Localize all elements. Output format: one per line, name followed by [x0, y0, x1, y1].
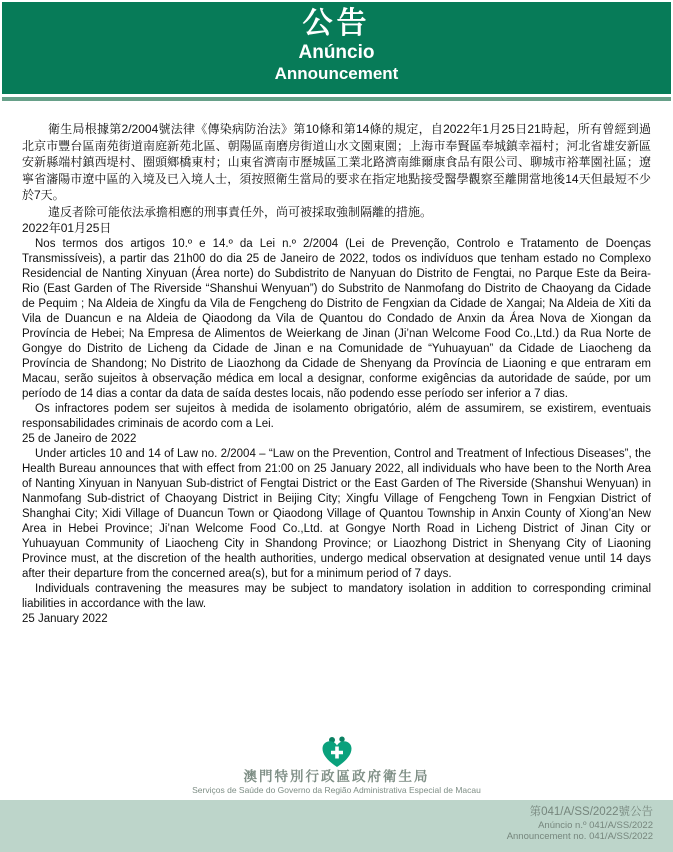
english-paragraph-1: Under articles 10 and 14 of Law no. 2/2004 – “Law on the Prevention, Control and Treatment of Infectious Diseases”, the Health Bureau announces that with effect from 21:00 on 25 January 2022, all individuals who have been to the North Area of Nanting Xinyuan in Nanyuan Sub-district of Fengtai District or the East Garden of The Riverside (Shanshui Wenyuan) in Nanmofang Sub-district of Chaoyang District in Beijing City; Xingfu Village of Fengcheng Town in Fengxian District of Shanghai City; Xidi Village of Duancun Town or Qiaodong Village of Quantou Township in Anxin County of Xiong’an New Area in Hebei Province; Ji’nan Welcome Food Co.,Ltd. at Gongye North Road in Licheng District of Jinan City or Yuhuayuan Community of Liaocheng City in Shandong Province; or Liaozhong District in Shenyang City of Liaoning Province must, at the discretion of the health authorities, undergo medical observation at designated venue until 14 days after their departure from the concerned area(s), but for a minimum period of 7 days.	[22, 447, 651, 580]
header-banner	[2, 2, 671, 94]
title-chinese: 公告	[302, 7, 371, 40]
chinese-paragraph-2: 違反者除可能依法承擔相應的刑事責任外，尚可被採取強制隔離的措施。	[48, 204, 433, 219]
chinese-paragraph-1: 衛生局根據第2/2004號法律《傳染病防治法》第10條和第14條的規定，自2022年1月25日21時起，所有曾經到過北京市豐台區南苑街道南庭新苑北區、朝陽區南磨房街道山水文園東園；上海市奉賢區奉城鎮幸福村；河北省雄安新區安新縣端村鎮西堤村、圈頭鄉橋東村；山東省濟南市歷城區工業北路濟南維爾康食品有限公司、聊城市裕華園社區；遼寧省瀋陽市遼中區的入境及已入境人士，須按照衛生當局的要求在指定地點接受醫學觀察至離開當地後14天但最短不少於7天。	[22, 122, 651, 202]
reference-number-chinese: 第041/A/SS/2022號公告	[529, 806, 653, 818]
reference-number-bar	[0, 800, 673, 852]
footer	[0, 736, 673, 852]
portuguese-paragraph-2: Os infractores podem ser sujeitos à medida de isolamento obrigatório, além de assumirem, se existirem, eventuais responsabilidades criminais de acordo com a Lei.	[22, 402, 651, 430]
org-name-chinese: 澳門特別行政區政府衛生局	[243, 769, 430, 784]
portuguese-date: 25 de Janeiro de 2022	[22, 432, 137, 445]
document-body	[0, 101, 673, 627]
title-english: Announcement	[274, 64, 399, 83]
chinese-date: 2022年01月25日	[22, 221, 112, 235]
reference-number-english: Announcement no. 041/A/SS/2022	[506, 831, 653, 842]
title-portuguese: Anúncio	[298, 42, 375, 63]
org-name-portuguese: Serviços de Saúde do Governo da Região Administrativa Especial de Macau	[192, 785, 481, 795]
reference-number-portuguese: Anúncio n.º 041/A/SS/2022	[538, 820, 653, 831]
portuguese-paragraph-1: Nos termos dos artigos 10.º e 14.º da Lei n.º 2/2004 (Lei de Prevenção, Controlo e Tratamento de Doenças Transmissíveis), a partir das 21h00 do dia 25 de Janeiro de 2022, todos os indivíduos que tenham estado no Complexo Residencial de Nanting Xinyuan (Área norte) do Subdistrito de Nanyuan do Distrito de Fengtai, no Parque Este da Beira-Rio (East Garden of The Riverside “Shanshui Wenyuan”) do Substrito de Nanmofang do Distrito de Chaoyang da Cidade de Pequim ; Na Aldeia de Xingfu da Vila de Fengcheng do Distrito de Fengxian da Cidade de Xangai; Na Aldeia de Xiti da Vila de Duancun e na Aldeia de Qiaodong da Vila de Quantou do Condado de Anxin da Área Nova de Xiongan da Província de Hebei; Na Empresa de Alimentos de Weierkang de Jinan (Ji’nan Welcome Food Co.,Ltd.) da Rua Norte de Gongye do Distrito de Licheng da Cidade de Jinan e na Comunidade de “Yuhuayuan” da Cidade de Liaocheng da Província de Shandong; No Distrito de Liaozhong da Cidade de Shenyang da Província de Liaoning e que entraram em Macau, serão sujeitos à observação médica em local a designar, conforme exigências da autoridade de saúde, por um período de 14 dias a contar da data de saída destes locais, não podendo esse período ser inferior a 7 dias.	[22, 237, 651, 400]
english-date: 25 January 2022	[22, 612, 108, 625]
health-bureau-logo-block	[0, 736, 673, 800]
health-bureau-heart-cross-logo-icon	[320, 736, 354, 768]
english-paragraph-2: Individuals contravening the measures may be subject to mandatory isolation in addition to corresponding criminal liabilities in accordance with the law.	[22, 582, 651, 610]
